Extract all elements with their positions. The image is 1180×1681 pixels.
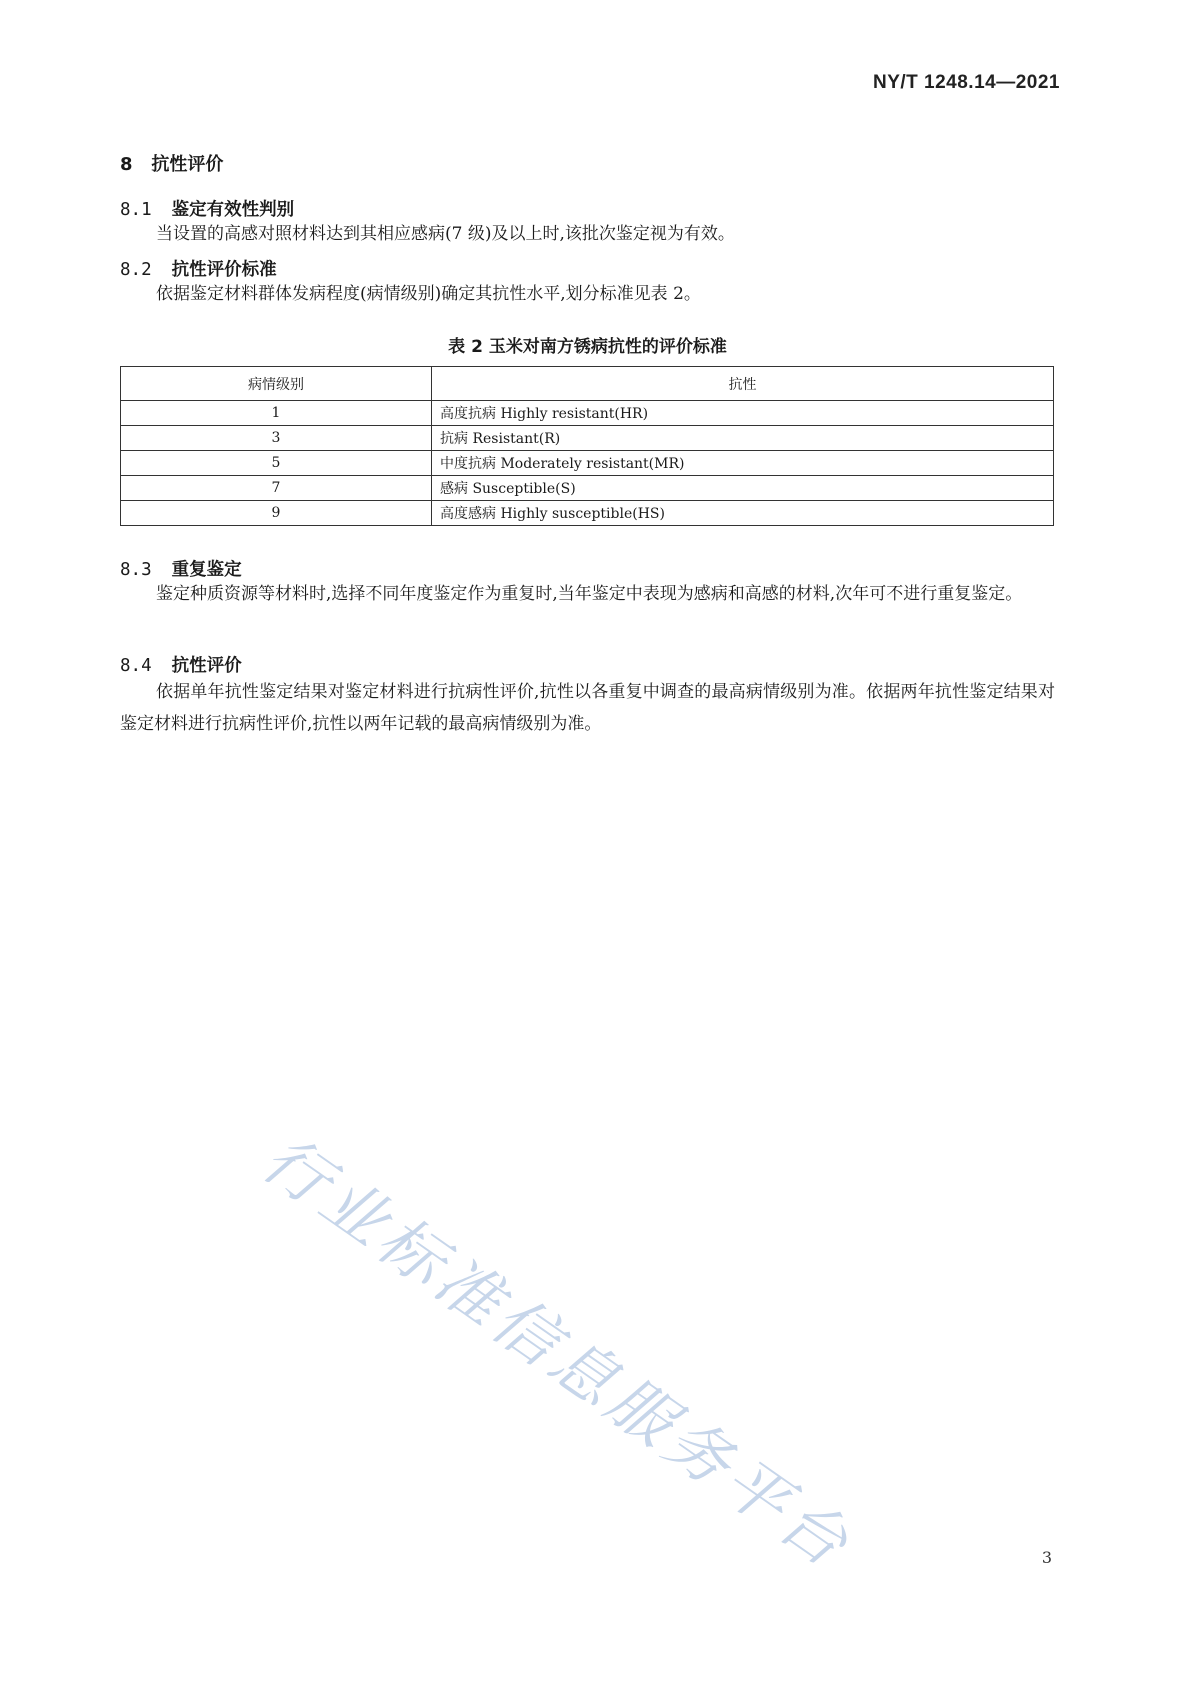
resistance-cell: 高度抗病 Highly resistant(HR) [432,401,1054,426]
section-8-1-number: 8.1 [120,200,152,220]
section-8-4-number: 8.4 [120,656,152,676]
table-row [121,426,1054,451]
grade-cell: 7 [121,476,432,501]
resistance-cell: 中度抗病 Moderately resistant(MR) [432,451,1054,476]
header-resistance: 抗性 [432,367,1054,401]
table-row [121,401,1054,426]
grade-cell: 5 [121,451,432,476]
table-caption: 表 2 玉米对南方锈病抗性的评价标准 [448,337,727,357]
section-8-4-text: 依据单年抗性鉴定结果对鉴定材料进行抗病性评价,抗性以各重复中调查的最高病情级别为准。依据两年抗性鉴定结果对鉴定材料进行抗病性评价,抗性以两年记载的最高病情级别为准。 [120,682,1055,734]
resistance-cell: 感病 Susceptible(S) [432,476,1054,501]
section-8-1-title: 鉴定有效性判别 [171,200,295,220]
grade-cell: 9 [121,501,432,526]
section-8-4-heading [120,652,242,677]
section-8-2-title: 抗性评价标准 [171,260,277,280]
section-8-1-text: 当设置的高感对照材料达到其相应感病(7 级)及以上时,该批次鉴定视为有效。 [156,224,735,244]
section-8-3-title: 重复鉴定 [171,560,242,580]
section-8-3-text: 鉴定种质资源等材料时,选择不同年度鉴定作为重复时,当年鉴定中表现为感病和高感的材料,次年可不进行重复鉴定。 [156,584,1023,604]
grade-cell: 1 [121,401,432,426]
watermark: 行业标准信息服务平台 [248,1122,865,1585]
table-row [121,476,1054,501]
standard-code: NY/T 1248.14—2021 [872,72,1060,93]
grade-cell: 3 [121,426,432,451]
section-8-number: 8 [120,154,133,175]
table-row [121,451,1054,476]
section-8-3-number: 8.3 [120,560,152,580]
header-grade: 病情级别 [121,367,432,401]
section-8-2-text: 依据鉴定材料群体发病程度(病情级别)确定其抗性水平,划分标准见表 2。 [156,284,701,304]
table-row [121,501,1054,526]
section-8-2-number: 8.2 [120,260,152,280]
resistance-cell: 高度感病 Highly susceptible(HS) [432,501,1054,526]
resistance-cell: 抗病 Resistant(R) [432,426,1054,451]
section-8-4-title: 抗性评价 [171,656,242,676]
section-8-heading [120,150,223,176]
table-header-row [121,367,1054,401]
page-number: 3 [1041,1548,1052,1567]
resistance-table [120,366,1054,526]
section-8-title: 抗性评价 [151,154,224,175]
